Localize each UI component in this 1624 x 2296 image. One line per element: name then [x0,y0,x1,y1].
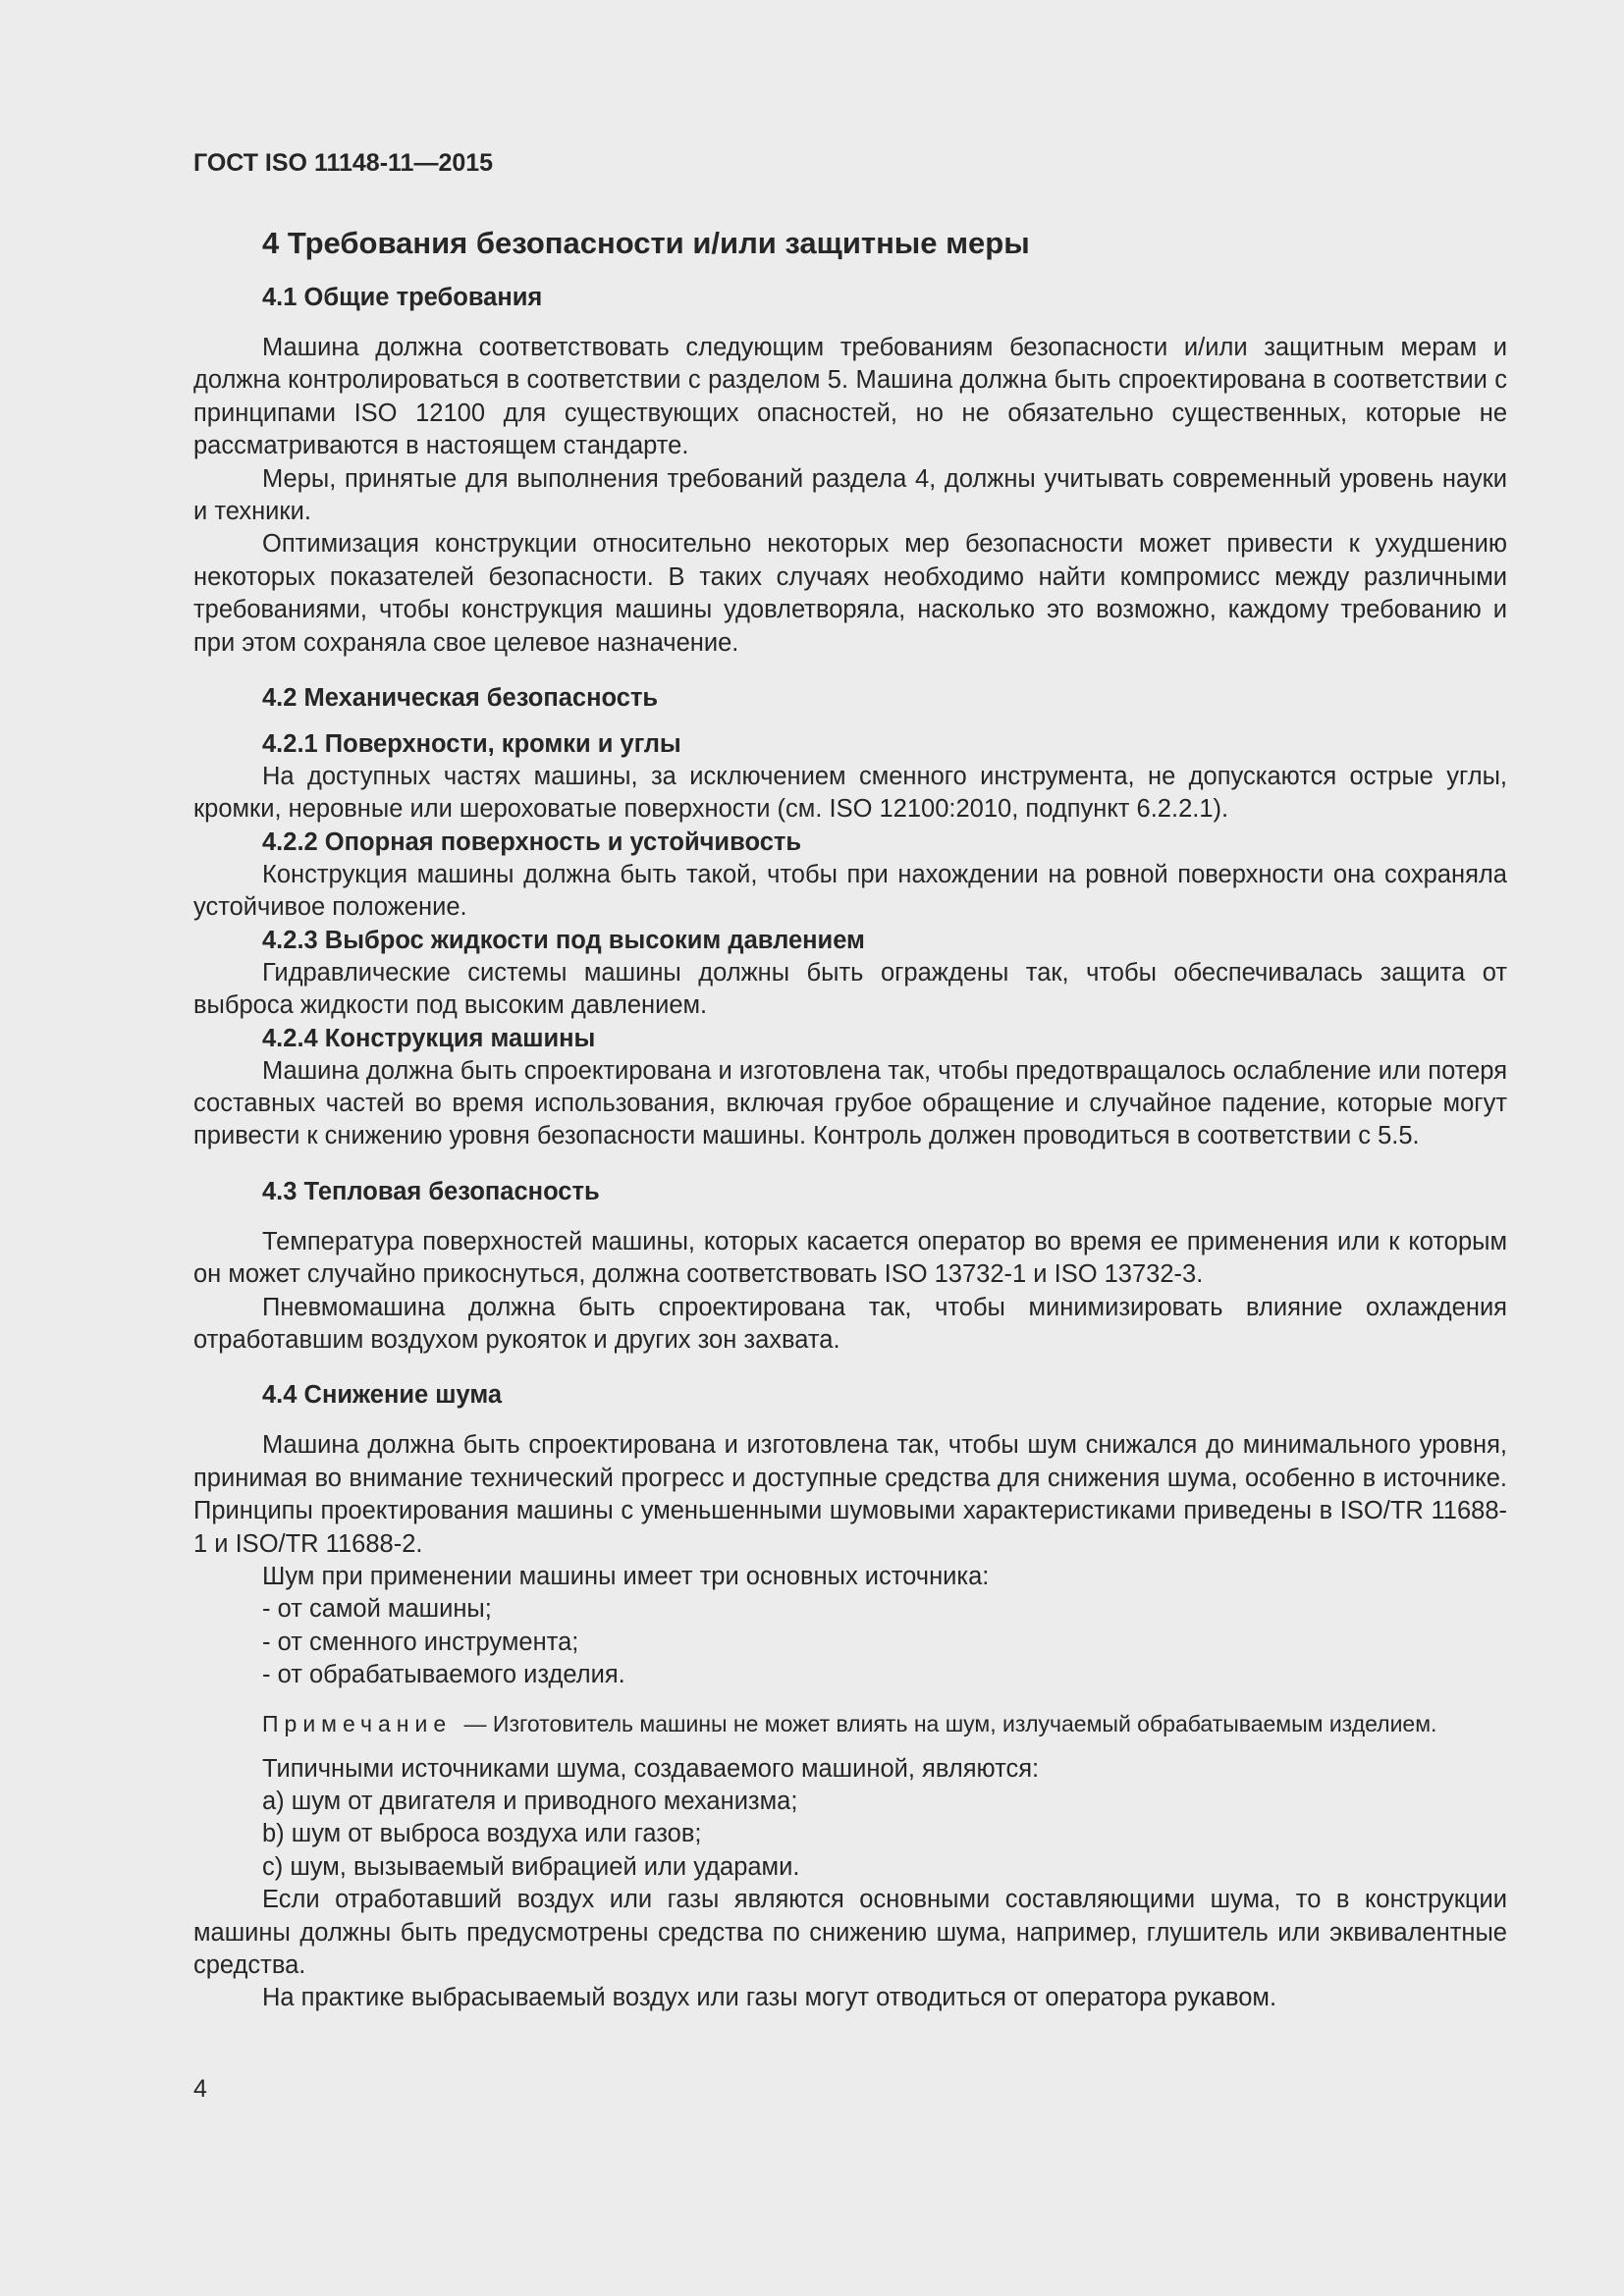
section-4-4-paragraph-4: Если отработавший воздух или газы являются основными составляющими шума, то в конструкции машины должны быть предусмотрены средства по снижению шума, например, глушитель или эквивалентные средства. [193,1886,1507,1980]
page-number: 4 [193,2075,207,2103]
section-4-2-1-paragraph: На доступных частях машины, за исключением сменного инструмента, не допускаются острые углы, кромки, неровные или шероховатые поверхности (см. ISO 12100:2010, подпункт 6.2.2.1). [193,763,1507,824]
note-text: — Изготовитель машины не может влиять на шум, излучаемый обрабатываемым изделием. [458,1710,1437,1736]
section-4-3-paragraph-2: Пневмомашина должна быть спроектирована так, чтобы минимизировать влияние охлаждения отработавшим воздухом рукояток и других зон захвата. [193,1293,1507,1354]
noise-source-item: - от сменного инструмента; [262,1628,579,1656]
section-4-4-paragraph-3: Типичными источниками шума, создаваемого машиной, являются: [262,1754,1040,1783]
section-4-2-2-paragraph: Конструкция машины должна быть такой, чтобы при нахождении на ровной поверхности она сохраняла устойчивое положение. [193,860,1507,922]
section-4-1-paragraph-3: Оптимизация конструкции относительно некоторых мер безопасности может привести к ухудшению некоторых показателей безопасности. В таких случаях необходимо найти компромисс между различными требованиями, чтобы конструкция машины удовлетворяла, насколько это возможно, каждому требованию и при этом сохраняла свое целевое назначение. [193,530,1507,657]
document-page [193,145,1507,2015]
section-4-4-paragraph-5: На практике выбрасываемый воздух или газы могут отводиться от оператора рукавом. [262,1984,1277,2012]
section-4-4-title: 4.4 Снижение шума [262,1381,503,1410]
typical-noise-source-item: b) шум от выброса воздуха или газов; [262,1820,702,1848]
section-4-2-4-paragraph: Машина должна быть спроектирована и изготовлена так, чтобы предотвращалось ослабление или потеря составных частей во время использования, включая грубое обращение и случайное падение, которые могут привести к снижению уровня безопасности машины. Контроль должен проводиться в соответствии с 5.5. [193,1056,1507,1150]
section-4-2-title: 4.2 Механическая безопасность [262,684,659,713]
section-4-2-3-title: 4.2.3 Выброс жидкости под высоким давлением [262,926,865,954]
section-4-2-1-title: 4.2.1 Поверхности, кромки и углы [262,730,681,759]
section-4-1-paragraph-2: Меры, принятые для выполнения требований раздела 4, должны учитывать современный уровень науки и техники. [193,464,1507,526]
section-4-4-paragraph-1: Машина должна быть спроектирована и изготовлена так, чтобы шум снижался до минимального уровня, принимая во внимание технический прогресс и доступные средства для снижения шума, особенно в источнике. Принципы проектирования машины с уменьшенными шумовыми характеристиками приведены в ISO/TR 11688-1 и ISO/TR 11688-2. [193,1431,1507,1558]
note-label: Примечание [262,1710,453,1736]
section-4-4-paragraph-2: Шум при применении машины имеет три основных источника: [262,1562,990,1590]
noise-source-item: - от самой машины; [262,1595,492,1624]
section-4-2-2-title: 4.2.2 Опорная поверхность и устойчивость [262,828,802,856]
section-4-2-4-title: 4.2.4 Конструкция машины [262,1024,596,1052]
typical-noise-source-item: c) шум, вызываемый вибрацией или ударами. [262,1852,800,1881]
section-4-2-3-paragraph: Гидравлические системы машины должны быть ограждены так, чтобы обеспечивалась защита от выброса жидкости под высоким давлением. [193,958,1507,1020]
section-4-1-title: 4.1 Общие требования [262,284,543,311]
note [262,1708,1507,1739]
section-4-3-paragraph-1: Температура поверхностей машины, которых касается оператор во время ее применения или к которым он может случайно прикоснуться, должна соответствовать ISO 13732-1 и ISO 13732-3. [193,1227,1507,1289]
typical-noise-source-item: a) шум от двигателя и приводного механизма; [262,1788,798,1815]
section-4-title: 4 Требования безопасности и/или защитные меры [262,226,1030,260]
section-4-3-title: 4.3 Тепловая безопасность [262,1177,600,1205]
noise-source-item: - от обрабатываемого изделия. [262,1661,625,1689]
section-4-1-paragraph-1: Машина должна соответствовать следующим требованиям безопасности и/или защитным мерам и должна контролироваться в соответствии с разделом 5. Машина должна быть спроектирована в соответствии с принципами ISO 12100 для существующих опасностей, но не обязательно существенных, которые не рассматриваются в настоящем стандарте. [193,334,1507,460]
document-header: ГОСТ ISO 11148-11—2015 [193,149,494,177]
